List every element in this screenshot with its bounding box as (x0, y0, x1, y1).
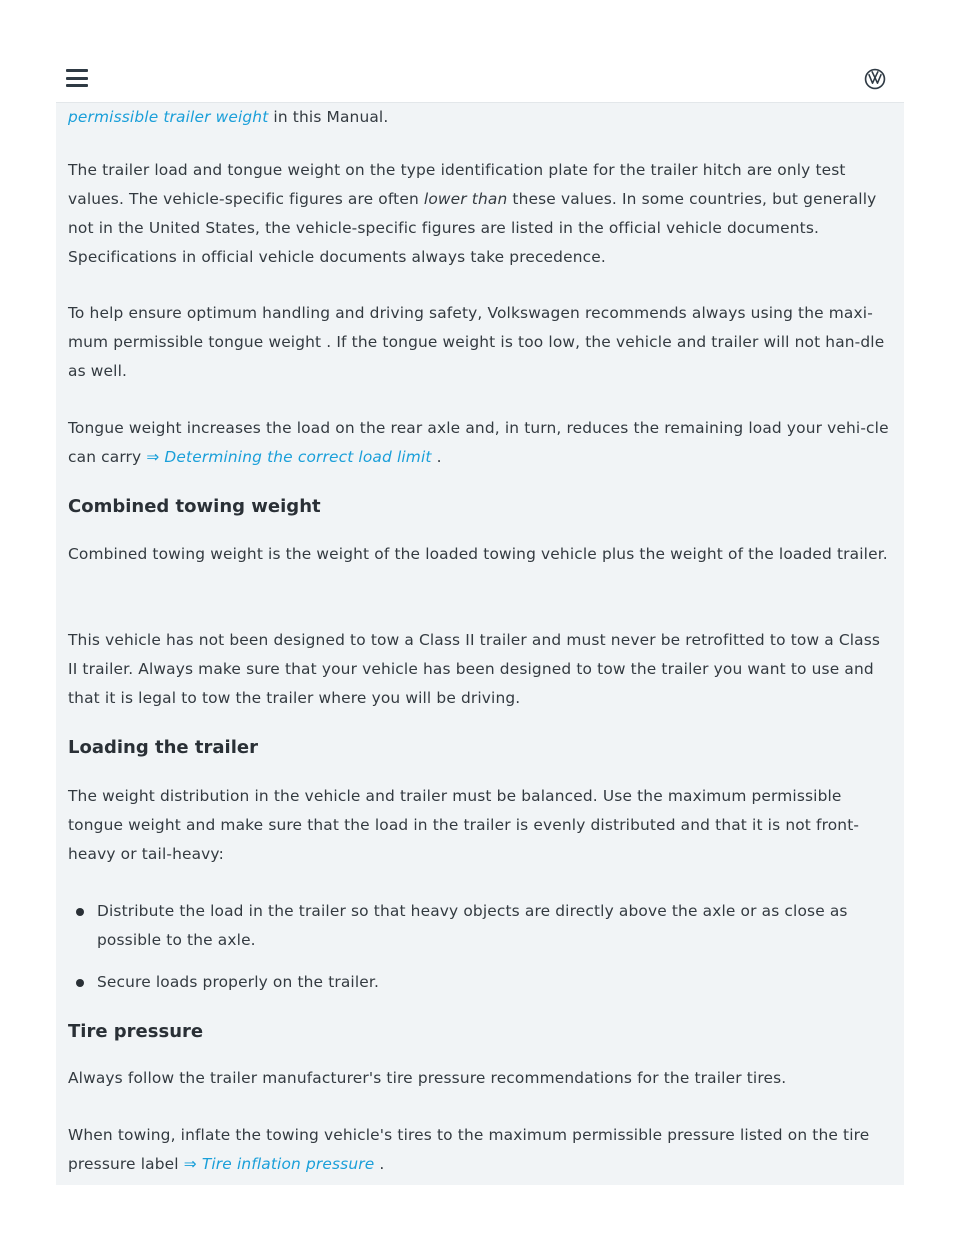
class-ii-paragraph: This vehicle has not been designed to tow a Class II trailer and must never be retrofitted to tow a Class II trailer. Always make sure that your vehicle has been designed to tow the trailer you want to use and that it is legal to tow the trailer where you will be driving. (68, 631, 881, 707)
combined-towing-paragraph: Combined towing weight is the weight of the loaded towing vehicle plus the weight of the loaded trailer. (68, 545, 888, 563)
manual-content-panel (56, 103, 904, 1185)
towing-tire-paragraph: When towing, inflate the towing vehicle's tires to the maximum permissible pressure listed on the tire pressure label ⇒ Tire inflation pressure . (68, 1126, 870, 1173)
rear-axle-paragraph: Tongue weight increases the load on the rear axle and, in turn, reduces the remaining load your vehi-cle can carry ⇒ Determining the correct load limit . (68, 419, 889, 466)
top-bar (56, 56, 904, 103)
vw-logo-icon[interactable] (864, 68, 886, 90)
emphasis-lower-than: lower than (423, 190, 508, 208)
loading-trailer-heading: Loading the trailer (68, 737, 258, 758)
tire-pressure-heading: Tire pressure (68, 1021, 204, 1042)
permissible-trailer-weight-link[interactable]: permissible trailer weight (68, 108, 269, 126)
trailer-tire-paragraph: Always follow the trailer manufacturer's tire pressure recommendations for the trailer tires. (68, 1069, 787, 1087)
type-plate-paragraph: The trailer load and tongue weight on the type identification plate for the trailer hitch are only test values. The vehicle-specific figures are often lower than these values. In some countries, but generally not in the United States, the vehicle-specific figures are listed in the official vehicle documents. Specifications in official vehicle documents always take precedence. (68, 161, 877, 266)
list-item: Secure loads properly on the trailer. (68, 968, 379, 997)
tire-inflation-pressure-link[interactable]: ⇒ Tire inflation pressure (183, 1155, 375, 1173)
list-item: Distribute the load in the trailer so that heavy objects are directly above the axle or as close as possible to the axle. (68, 897, 894, 955)
hamburger-menu-icon[interactable] (66, 69, 88, 87)
combined-towing-heading: Combined towing weight (68, 496, 321, 517)
intro-paragraph: permissible trailer weight in this Manual. (68, 108, 389, 126)
weight-distribution-paragraph: The weight distribution in the vehicle and trailer must be balanced. Use the maximum permissible tongue weight and make sure that the load in the trailer is evenly distributed and that it is not front-heavy or tail-heavy: (68, 787, 860, 863)
handling-paragraph: To help ensure optimum handling and driving safety, Volkswagen recommends always using the maxi-mum permissible tongue weight . If the tongue weight is too low, the vehicle and trailer will not han-dle as well. (68, 304, 885, 380)
determining-load-limit-link[interactable]: ⇒ Determining the correct load limit (146, 448, 432, 466)
